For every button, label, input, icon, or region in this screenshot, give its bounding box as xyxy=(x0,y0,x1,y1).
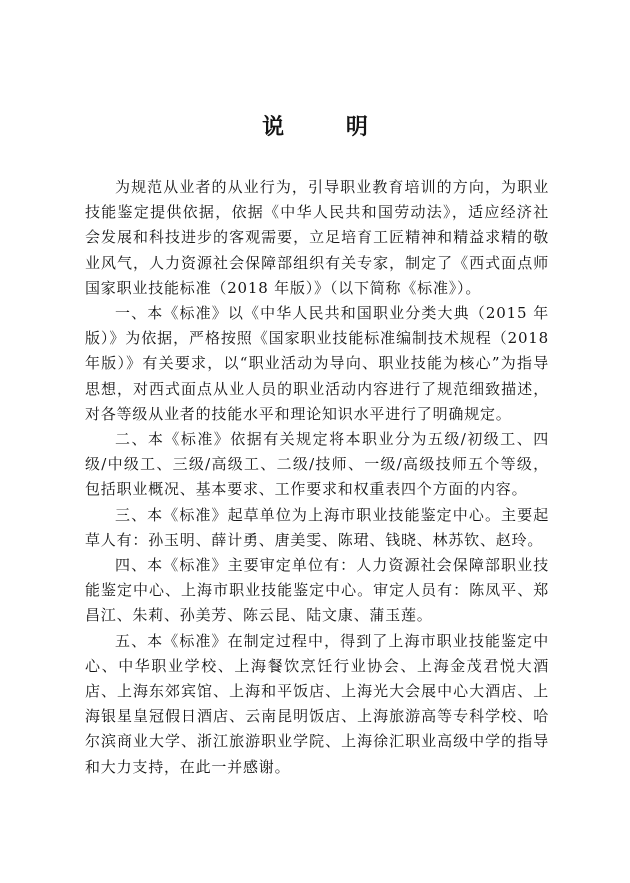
paragraph-intro: 为规范从业者的从业行为，引导职业教育培训的方向，为职业技能鉴定提供依据，依据《中华人民共和国劳动法》，适应经济社会发展和科技进步的客观需要，立足培育工匠精神和精益求精的敬业风气，人力资源社会保障部组织有关专家，制定了《西式面点师国家职业技能标准（2018 年版）》（以下简称《标准》）。 xyxy=(85,178,549,297)
paragraph-item-1: 一、本《标准》以《中华人民共和国职业分类大典（2015 年版）》为依据，严格按照《国家职业技能标准编制技术规程（2018 年版）》有关要求，以“职业活动为导向、职业技能为核心”为指导思想，对西式面点从业人员的职业活动内容进行了规范细致描述，对各等级从业者的技能水平和理论知识水平进行了明确规定。 xyxy=(85,304,549,423)
page-title: 说 明 xyxy=(262,115,395,140)
paragraph-item-3: 三、本《标准》起草单位为上海市职业技能鉴定中心。主要起草人有：孙玉明、薛计勇、唐美雯、陈珺、钱晓、林苏钦、赵玲。 xyxy=(85,505,549,549)
document-body xyxy=(85,175,549,780)
paragraph-item-2: 二、本《标准》依据有关规定将本职业分为五级/初级工、四级/中级工、三级/高级工、二级/技师、一级/高级技师五个等级，包括职业概况、基本要求、工作要求和权重表四个方面的内容。 xyxy=(85,430,549,499)
paragraph-item-4: 四、本《标准》主要审定单位有：人力资源社会保障部职业技能鉴定中心、上海市职业技能鉴定中心。审定人员有：陈凤平、郑昌江、朱莉、孙美芳、陈云昆、陆文康、蒲玉莲。 xyxy=(85,556,549,625)
paragraph-item-5: 五、本《标准》在制定过程中，得到了上海市职业技能鉴定中心、中华职业学校、上海餐饮烹饪行业协会、上海金茂君悦大酒店、上海东郊宾馆、上海和平饭店、上海光大会展中心大酒店、上海银星皇冠假日酒店、云南昆明饭店、上海旅游高等专科学校、哈尔滨商业大学、浙江旅游职业学院、上海徐汇职业高级中学的指导和大力支持，在此一并感谢。 xyxy=(85,631,549,776)
